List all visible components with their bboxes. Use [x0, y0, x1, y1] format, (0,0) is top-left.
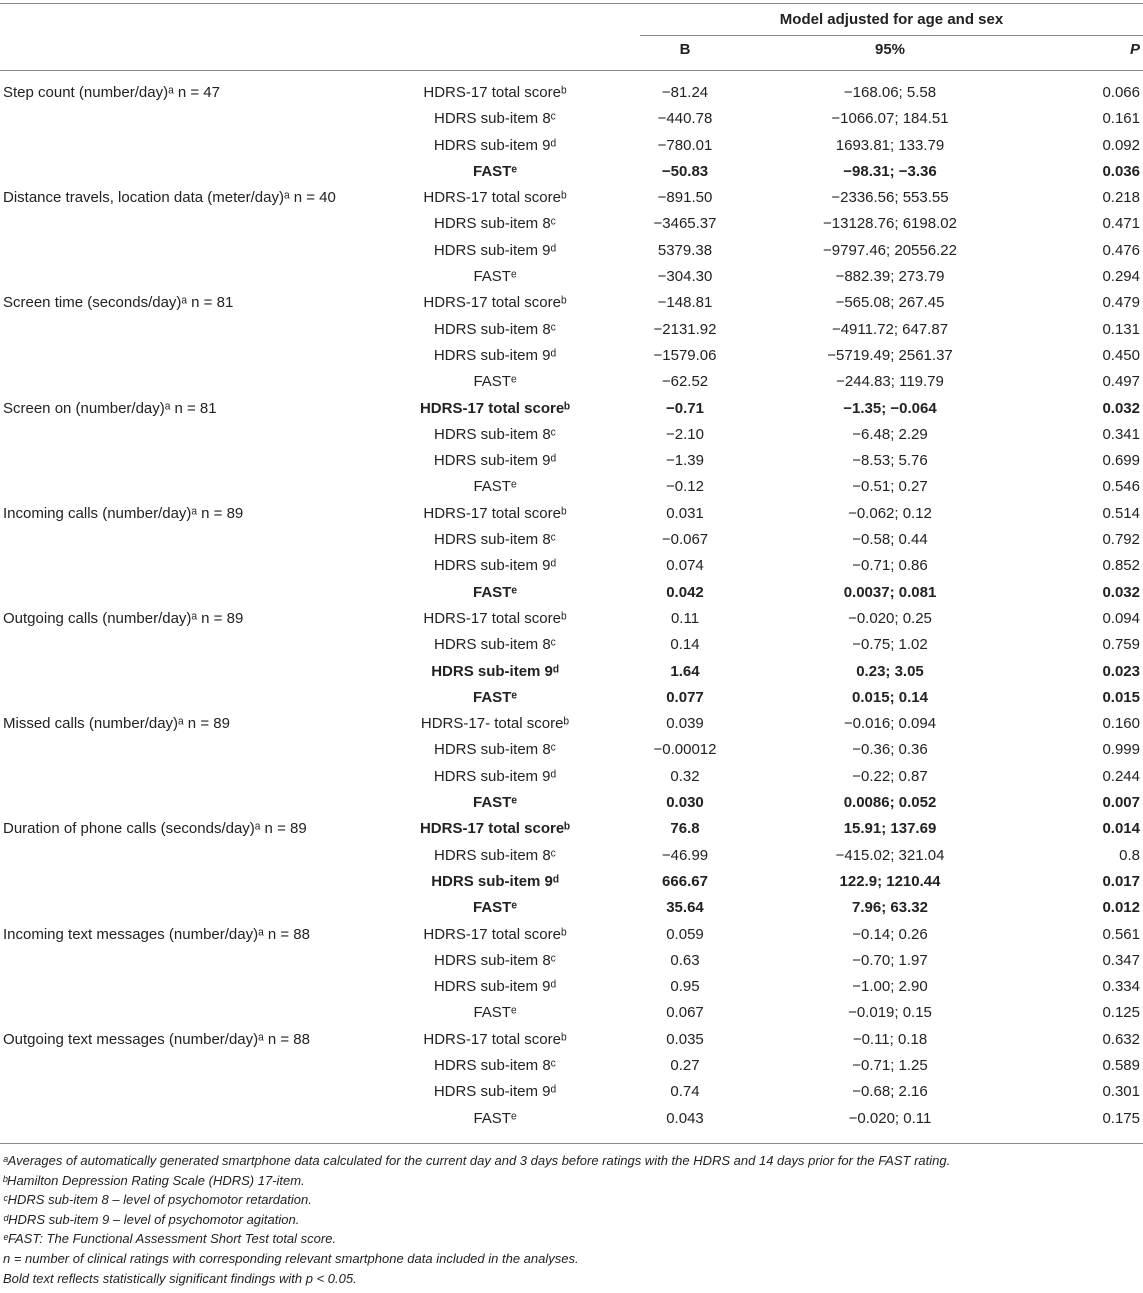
row-b-value: −780.01	[657, 136, 713, 154]
row-outcome: HDRS-17 total scoreᵇ	[419, 820, 571, 838]
row-p-value: 0.015	[1102, 688, 1140, 706]
table-row	[0, 343, 1143, 369]
footnote: ᶜHDRS sub-item 8 – level of psychomotor retardation.	[3, 1192, 312, 1208]
table-row	[0, 317, 1143, 343]
row-outcome: FASTᵉ	[473, 583, 517, 601]
row-ci-value: −0.062; 0.12	[848, 504, 932, 522]
footnote: ᵃAverages of automatically generated smartphone data calculated for the current day and 3 days before ratings with the HDRS and 14 days prior for the FAST rating.	[3, 1153, 951, 1168]
table-row	[0, 816, 1143, 842]
row-b-value: 0.042	[666, 583, 704, 601]
column-header-b: B	[679, 41, 691, 58]
row-p-value: 0.497	[1102, 373, 1140, 391]
row-ci-value: −415.02; 321.04	[835, 846, 945, 864]
row-ci-value: 0.015; 0.14	[852, 688, 928, 706]
row-ci-value: −0.016; 0.094	[843, 715, 937, 733]
row-ci-value: −168.06; 5.58	[843, 84, 937, 101]
row-p-value: 0.017	[1102, 872, 1140, 890]
row-ci-value: −0.36; 0.36	[852, 741, 928, 759]
row-outcome: HDRS sub-item 9ᵈ	[433, 557, 557, 575]
row-p-value: 0.066	[1102, 84, 1140, 101]
row-b-value: −2.10	[666, 425, 704, 443]
row-ci-value: −0.020; 0.11	[848, 1109, 932, 1127]
table-row	[0, 606, 1143, 632]
column-header-p: P	[1129, 41, 1140, 58]
row-label: Outgoing calls (number/day)ᵃ n = 89	[3, 609, 244, 627]
row-label: Screen time (seconds/day)ᵃ n = 81	[3, 294, 234, 312]
row-b-value: −0.12	[666, 478, 704, 496]
table-row	[0, 737, 1143, 763]
row-b-value: 0.74	[670, 1083, 700, 1101]
footnote: n = number of clinical ratings with corresponding relevant smartphone data included in the analyses.	[3, 1250, 579, 1266]
table-row	[0, 264, 1143, 290]
row-p-value: 0.014	[1102, 820, 1140, 838]
row-ci-value: 0.0086; 0.052	[843, 794, 937, 812]
row-b-value: 0.043	[666, 1109, 704, 1127]
row-p-value: 0.341	[1102, 425, 1140, 443]
row-ci-value: −244.83; 119.79	[836, 373, 944, 391]
table-row	[0, 1079, 1143, 1105]
row-p-value: 0.175	[1102, 1109, 1140, 1127]
table-row	[0, 474, 1143, 500]
row-outcome: FASTᵉ	[473, 1004, 517, 1022]
row-ci-value: −0.70; 1.97	[852, 951, 928, 969]
row-p-value: 0.792	[1102, 531, 1140, 549]
table-row	[0, 1027, 1143, 1053]
row-p-value: 0.589	[1102, 1056, 1140, 1074]
row-b-value: 0.030	[666, 794, 704, 812]
table-row	[0, 1053, 1143, 1079]
row-b-value: 0.11	[670, 609, 700, 627]
row-p-value: 0.007	[1102, 794, 1140, 812]
row-b-value: 0.32	[670, 767, 700, 785]
row-ci-value: −1.35; −0.064	[843, 399, 937, 417]
row-ci-value: −882.39; 273.79	[835, 268, 945, 286]
footnote: Bold text reflects statistically significant findings with p < 0.05.	[3, 1270, 357, 1286]
model-header-rule	[640, 35, 1143, 36]
row-p-value: 0.334	[1102, 978, 1140, 996]
row-ci-value: −565.08; 267.45	[835, 294, 945, 312]
row-outcome: FASTᵉ	[473, 899, 517, 917]
table-row	[0, 948, 1143, 974]
row-p-value: 0.125	[1102, 1004, 1140, 1022]
row-ci-value: −6.48; 2.29	[852, 425, 928, 443]
row-b-value: −0.00012	[653, 741, 717, 759]
row-outcome: HDRS sub-item 9ᵈ	[431, 872, 559, 890]
table-row	[0, 685, 1143, 711]
row-outcome: FASTᵉ	[473, 268, 517, 286]
row-b-value: 0.059	[666, 925, 704, 943]
row-ci-value: −0.22; 0.87	[852, 767, 928, 785]
row-outcome: HDRS sub-item 8ᶜ	[433, 846, 556, 864]
table-bottom-rule	[0, 1143, 1143, 1144]
table-row	[0, 843, 1143, 869]
row-p-value: 0.032	[1102, 583, 1140, 601]
row-ci-value: 1693.81; 133.79	[835, 136, 945, 154]
row-outcome: HDRS sub-item 9ᵈ	[433, 1083, 557, 1101]
row-p-value: 0.8	[1119, 846, 1140, 864]
header-bottom-rule	[0, 70, 1143, 71]
row-outcome: HDRS sub-item 8ᶜ	[433, 215, 556, 233]
row-p-value: 0.347	[1102, 951, 1140, 969]
row-p-value: 0.023	[1102, 662, 1140, 680]
row-p-value: 0.012	[1102, 899, 1140, 917]
table-row	[0, 238, 1143, 264]
row-ci-value: −1066.07; 184.51	[831, 110, 949, 128]
row-p-value: 0.036	[1102, 162, 1140, 180]
row-outcome: HDRS-17 total scoreᵇ	[423, 84, 567, 101]
table-row	[0, 501, 1143, 527]
row-b-value: −3465.37	[653, 215, 717, 233]
table-row	[0, 106, 1143, 132]
row-p-value: 0.479	[1102, 294, 1140, 312]
table-row	[0, 1106, 1143, 1132]
row-outcome: HDRS sub-item 9ᵈ	[433, 241, 557, 259]
row-outcome: HDRS sub-item 9ᵈ	[433, 452, 557, 470]
row-b-value: −46.99	[661, 846, 709, 864]
row-p-value: 0.561	[1102, 925, 1140, 943]
row-p-value: 0.852	[1102, 557, 1140, 575]
row-p-value: 0.450	[1102, 346, 1140, 364]
row-outcome: HDRS sub-item 9ᵈ	[433, 136, 557, 154]
row-p-value: 0.244	[1102, 767, 1140, 785]
row-b-value: −0.71	[666, 399, 704, 417]
row-outcome: HDRS-17 total scoreᵇ	[423, 294, 567, 312]
row-b-value: 0.63	[670, 951, 700, 969]
row-b-value: −0.067	[661, 531, 709, 549]
row-outcome: FASTᵉ	[473, 794, 517, 812]
row-p-value: 0.471	[1102, 215, 1140, 233]
row-b-value: 0.035	[666, 1030, 704, 1048]
row-ci-value: −0.75; 1.02	[852, 636, 928, 654]
table-top-rule	[0, 3, 1143, 4]
row-ci-value: −1.00; 2.90	[852, 978, 928, 996]
row-b-value: −440.78	[657, 110, 713, 128]
row-b-value: 5379.38	[657, 241, 713, 259]
row-ci-value: −0.71; 0.86	[852, 557, 928, 575]
table-row	[0, 974, 1143, 1000]
row-b-value: 0.077	[666, 688, 704, 706]
table-row	[0, 290, 1143, 316]
row-p-value: 0.514	[1102, 504, 1140, 522]
row-b-value: 0.067	[666, 1004, 704, 1022]
row-b-value: −304.30	[657, 268, 713, 286]
row-ci-value: −0.14; 0.26	[852, 925, 928, 943]
row-p-value: 0.218	[1102, 189, 1140, 207]
table-row	[0, 895, 1143, 921]
row-ci-value: −98.31; −3.36	[843, 162, 937, 180]
table-row	[0, 790, 1143, 816]
row-b-value: 1.64	[670, 662, 700, 680]
row-ci-value: 7.96; 63.32	[852, 899, 928, 917]
row-ci-value: 15.91; 137.69	[843, 820, 937, 838]
table-row	[0, 764, 1143, 790]
row-b-value: −81.24	[661, 84, 709, 101]
row-label: Incoming text messages (number/day)ᵃ n = 88	[3, 925, 310, 943]
row-p-value: 0.632	[1102, 1030, 1140, 1048]
row-b-value: −50.83	[661, 162, 709, 180]
row-outcome: HDRS sub-item 8ᶜ	[433, 741, 556, 759]
row-ci-value: −13128.76; 6198.02	[823, 215, 957, 233]
row-b-value: −1.39	[666, 452, 704, 470]
row-outcome: HDRS-17 total scoreᵇ	[423, 189, 567, 207]
row-outcome: HDRS-17 total scoreᵇ	[423, 925, 567, 943]
row-outcome: HDRS sub-item 9ᵈ	[431, 662, 559, 680]
row-ci-value: −8.53; 5.76	[852, 452, 928, 470]
table-row	[0, 711, 1143, 737]
row-label: Duration of phone calls (seconds/day)ᵃ n = 89	[3, 820, 307, 838]
table-body	[0, 80, 1143, 1132]
row-label: Incoming calls (number/day)ᵃ n = 89	[3, 504, 244, 522]
row-ci-value: −0.71; 1.25	[852, 1056, 928, 1074]
row-p-value: 0.699	[1102, 452, 1140, 470]
row-label: Outgoing text messages (number/day)ᵃ n = 88	[3, 1030, 310, 1048]
row-b-value: 35.64	[666, 899, 704, 917]
row-outcome: HDRS sub-item 8ᶜ	[433, 320, 556, 338]
row-outcome: HDRS sub-item 9ᵈ	[433, 346, 557, 364]
row-b-value: 666.67	[662, 872, 708, 890]
row-b-value: 0.27	[670, 1056, 700, 1074]
column-header-ci: 95%	[874, 41, 906, 58]
row-p-value: 0.161	[1102, 110, 1140, 128]
footnote: ᵇHamilton Depression Rating Scale (HDRS) 17-item.	[3, 1172, 305, 1188]
row-outcome: HDRS-17 total scoreᵇ	[423, 1030, 567, 1048]
row-p-value: 0.301	[1102, 1083, 1140, 1101]
table-row	[0, 632, 1143, 658]
row-outcome: HDRS-17 total scoreᵇ	[423, 609, 567, 627]
table-row	[0, 159, 1143, 185]
row-b-value: 0.14	[670, 636, 700, 654]
row-outcome: HDRS sub-item 9ᵈ	[433, 978, 557, 996]
table-row	[0, 1000, 1143, 1026]
table-row	[0, 80, 1143, 106]
row-outcome: HDRS sub-item 8ᶜ	[433, 425, 556, 443]
table-row	[0, 527, 1143, 553]
row-ci-value: −9797.46; 20556.22	[823, 241, 957, 259]
table-row	[0, 659, 1143, 685]
table-row	[0, 553, 1143, 579]
row-p-value: 0.131	[1102, 320, 1140, 338]
row-ci-value: −4911.72; 647.87	[831, 320, 949, 338]
row-b-value: 0.95	[670, 978, 700, 996]
row-b-value: −62.52	[661, 373, 709, 391]
row-p-value: 0.160	[1102, 715, 1140, 733]
row-p-value: 0.476	[1102, 241, 1140, 259]
table-row	[0, 369, 1143, 395]
row-p-value: 0.759	[1102, 636, 1140, 654]
row-p-value: 0.092	[1102, 136, 1140, 154]
row-ci-value: −0.68; 2.16	[852, 1083, 928, 1101]
row-outcome: FASTᵉ	[473, 478, 517, 496]
row-b-value: 0.031	[666, 504, 704, 522]
row-outcome: HDRS-17 total scoreᵇ	[423, 504, 567, 522]
row-outcome: HDRS-17- total scoreᵇ	[420, 715, 570, 733]
row-ci-value: 122.9; 1210.44	[839, 872, 941, 890]
footnotes	[3, 1151, 1138, 1288]
row-ci-value: −0.020; 0.25	[848, 609, 932, 627]
row-p-value: 0.999	[1102, 741, 1140, 759]
row-ci-value: 0.0037; 0.081	[843, 583, 937, 601]
row-p-value: 0.094	[1102, 609, 1140, 627]
footnote: ᵉFAST: The Functional Assessment Short Test total score.	[3, 1231, 337, 1247]
row-outcome: HDRS sub-item 8ᶜ	[433, 636, 556, 654]
row-p-value: 0.546	[1102, 478, 1140, 496]
table-row	[0, 185, 1143, 211]
row-outcome: HDRS sub-item 8ᶜ	[433, 110, 556, 128]
table-row	[0, 922, 1143, 948]
table-row	[0, 133, 1143, 159]
footnote: ᵈHDRS sub-item 9 – level of psychomotor agitation.	[3, 1211, 300, 1227]
row-b-value: −891.50	[657, 189, 713, 207]
row-ci-value: 0.23; 3.05	[856, 662, 924, 680]
row-b-value: 0.039	[666, 715, 704, 733]
row-outcome: HDRS-17 total scoreᵇ	[419, 399, 571, 417]
table-row	[0, 396, 1143, 422]
row-label: Step count (number/day)ᵃ n = 47	[3, 84, 220, 101]
row-label: Missed calls (number/day)ᵃ n = 89	[3, 715, 230, 733]
row-ci-value: −0.58; 0.44	[852, 531, 928, 549]
row-b-value: −2131.92	[653, 320, 717, 338]
row-outcome: HDRS sub-item 8ᶜ	[433, 951, 556, 969]
table-row	[0, 448, 1143, 474]
row-b-value: −148.81	[657, 294, 713, 312]
row-p-value: 0.032	[1102, 399, 1140, 417]
row-outcome: HDRS sub-item 8ᶜ	[433, 531, 556, 549]
row-label: Distance travels, location data (meter/day)ᵃ n = 40	[3, 189, 336, 207]
row-b-value: 76.8	[670, 820, 700, 838]
row-outcome: FASTᵉ	[473, 373, 517, 391]
table-row	[0, 869, 1143, 895]
row-ci-value: −0.51; 0.27	[852, 478, 928, 496]
table-row	[0, 211, 1143, 237]
row-outcome: HDRS sub-item 8ᶜ	[433, 1056, 556, 1074]
table-row	[0, 580, 1143, 606]
row-ci-value: −2336.56; 553.55	[831, 189, 949, 207]
row-outcome: FASTᵉ	[473, 1109, 517, 1127]
row-outcome: FASTᵉ	[473, 162, 517, 180]
row-b-value: −1579.06	[653, 346, 717, 364]
table-row	[0, 422, 1143, 448]
model-header: Model adjusted for age and sex	[779, 11, 1004, 28]
row-ci-value: −0.11; 0.18	[852, 1030, 928, 1048]
row-outcome: FASTᵉ	[473, 688, 517, 706]
row-label: Screen on (number/day)ᵃ n = 81	[3, 399, 217, 417]
row-b-value: 0.074	[666, 557, 704, 575]
row-ci-value: −0.019; 0.15	[848, 1004, 932, 1022]
row-outcome: HDRS sub-item 9ᵈ	[433, 767, 557, 785]
row-ci-value: −5719.49; 2561.37	[827, 346, 953, 364]
row-p-value: 0.294	[1102, 268, 1140, 286]
